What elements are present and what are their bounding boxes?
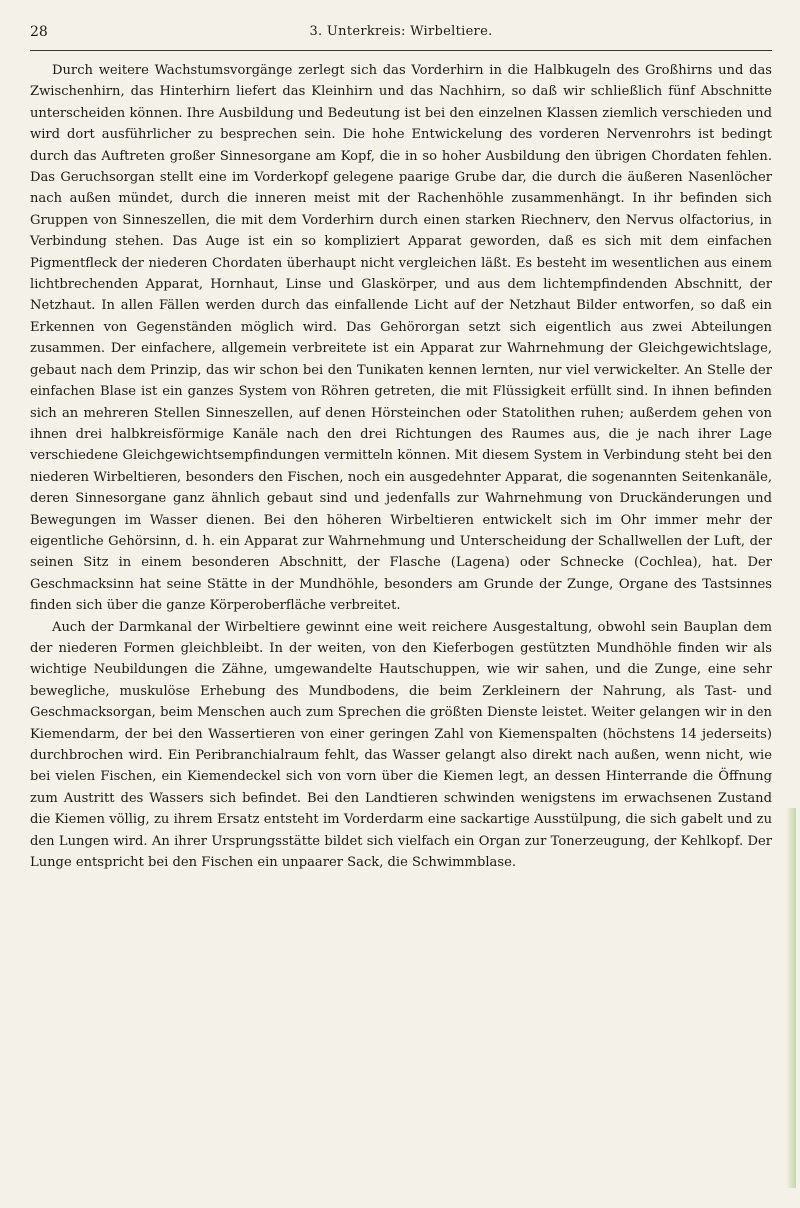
page-edge-stain — [786, 808, 796, 1188]
page-header — [30, 22, 772, 46]
running-head: 3. Unterkreis: Wirbeltiere. — [309, 24, 493, 39]
paragraph-1: Durch weitere Wachstumsvorgänge zerlegt sich das Vorderhirn in die Halbkugeln des Großhirns und das Zwischenhirn, das Hinterhirn liefert das Kleinhirn und das Nachhirn, so daß wir schließlich fünf Abschnitte unterscheiden können. Ihre Ausbildung und Bedeutung ist bei den einzelnen Klassen ziemlich verschieden und wird dort ausführlicher zu besprechen sein. Die hohe Entwickelung des vorderen Nervenrohrs ist bedingt durch das Auftreten großer Sinnesorgane am Kopf, die in so hoher Ausbildung den übrigen Chordaten fehlen. Das Geruchsorgan stellt eine im Vorderkopf gelegene paarige Grube dar, die durch die äußeren Nasenlöcher nach außen mündet, durch die inneren meist mit der Rachenhöhle zusammenhängt. In ihr befinden sich Gruppen von Sinneszellen, die mit dem Vorderhirn durch einen starken Riechnerv, den Nervus olfactorius, in Verbindung stehen. Das Auge ist ein so kompliziert Apparat geworden, daß es sich mit dem einfachen Pigmentfleck der niederen Chordaten überhaupt nicht vergleichen läßt. Es besteht im wesentlichen aus einem lichtbrechenden Apparat, Hornhaut, Linse und Glaskörper, und aus dem lichtempfindenden Abschnitt, der Netzhaut. In allen Fällen werden durch das einfallende Licht auf der Netzhaut Bilder entworfen, so daß ein Erkennen von Gegenständen möglich wird. Das Gehörorgan setzt sich eigentlich aus zwei Abteilungen zusammen. Der einfachere, allgemein verbreitete ist ein Apparat zur Wahrnehmung der Gleichgewichtslage, gebaut nach dem Prinzip, das wir schon bei den Tunikaten kennen lernten, nur viel verwickelter. An Stelle der einfachen Blase ist ein ganzes System von Röhren getreten, die mit Flüssigkeit erfüllt sind. In ihnen befinden sich an mehreren Stellen Sinneszellen, auf denen Hörsteinchen oder Statolithen ruhen; außerdem gehen von ihnen drei halbkreisförmige Kanäle nach den drei Richtungen des Raumes aus, die je nach ihrer Lage verschiedene Gleichgewichtsempfindungen vermitteln können. Mit diesem System in Verbindung steht bei den niederen Wirbeltieren, besonders den Fischen, noch ein ausgedehnter Apparat, die sogenannten Seitenkanäle, deren Sinnesorgane ganz ähnlich gebaut sind und jedenfalls zur Wahrnehmung von Druckänderungen und Bewegungen im Wasser dienen. Bei den höheren Wirbeltieren entwickelt sich im Ohr immer mehr der eigentliche Gehörsinn, d. h. ein Apparat zur Wahrnehmung und Unterscheidung der Schallwellen der Luft, der seinen Sitz in einem besonderen Abschnitt, der Flasche (Lagena) oder Schnecke (Cochlea), hat. Der Geschmacksinn hat seine Stätte in der Mundhöhle, besonders am Grunde der Zunge, Organe des Tastsinnes finden sich über die ganze Körperoberfläche verbreitet. — [30, 63, 772, 614]
paragraph-2: Auch der Darmkanal der Wirbeltiere gewinnt eine weit reichere Ausgestaltung, obwohl sein Bauplan dem der niederen Formen gleichbleibt. In der weiten, von den Kieferbogen gestützten Mundhöhle finden wir als wichtige Neubildungen die Zähne, umgewandelte Hautschuppen, wie wir sahen, und die Zunge, eine sehr bewegliche, muskulöse Erhebung des Mundbodens, die beim Zerkleinern der Nahrung, als Tast- und Geschmacksorgan, beim Menschen auch zum Sprechen die größten Dienste leistet. Weiter gelangen wir in den Kiemendarm, der bei den Wassertieren von einer geringen Zahl von Kiemenspalten (höchstens 14 jederseits) durchbrochen wird. Ein Peribranchialraum fehlt, das Wasser gelangt also direkt nach außen, wenn nicht, wie bei vielen Fischen, ein Kiemendeckel sich von vorn über die Kiemen legt, an dessen Hinterrande die Öffnung zum Austritt des Wassers sich befindet. Bei den Landtieren schwinden wenigstens im erwachsenen Zustand die Kiemen völlig, zu ihrem Ersatz entsteht im Vorderdarm eine sackartige Ausstülpung, die sich gabelt und zu den Lungen wird. An ihrer Ursprungsstätte bildet sich vielfach ein Organ zur Tonerzeugung, der Kehlkopf. Der Lunge entspricht bei den Fischen ein unpaarer Sack, die Schwimmblase. — [30, 619, 772, 871]
page-number: 28 — [30, 24, 48, 40]
body-text — [30, 60, 772, 873]
header-rule — [30, 50, 772, 51]
